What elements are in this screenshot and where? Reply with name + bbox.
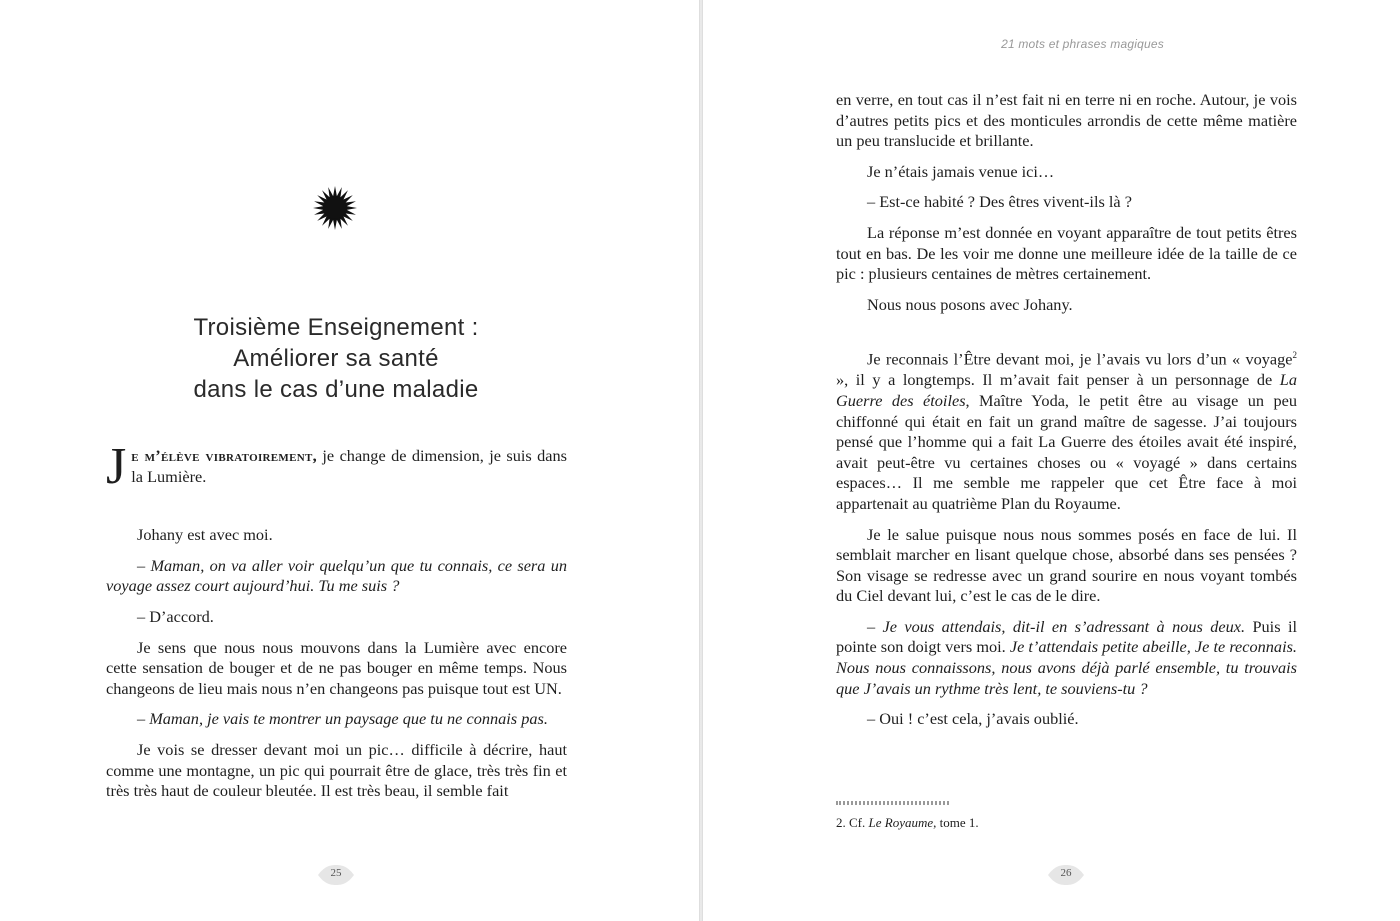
- dialogue-line: – Maman, on va aller voir quelqu’un que tu connais, ce sera un voyage assez court aujourd’hui. Tu me suis ?: [106, 555, 567, 596]
- paragraph: Nous nous posons avec Johany.: [867, 294, 1073, 314]
- dialogue-paragraph: [836, 617, 1297, 699]
- chapter-title-line-3: dans le cas d’une maladie: [193, 376, 479, 403]
- paragraph: La réponse m’est donnée en voyant apparaître de tout petits êtres tout en bas. De les voir me donne une meilleure idée de la taille de ce pic : plusieurs centaines de mètres certainement.: [836, 222, 1297, 284]
- paragraph: Je vois se dresser devant moi un pic… difficile à décrire, haut comme une montagne, un pic qui pourrait être de glace, très très fin et très très haut de couleur bleutée. Il est très beau, il semble fait: [106, 739, 567, 801]
- paragraph: [836, 345, 1297, 514]
- chapter-title: [105, 312, 567, 405]
- black-sun-icon: [311, 184, 359, 232]
- opening-smallcaps: e m’élève vibratoirement,: [131, 446, 317, 465]
- text-run: Puis il pointe son doigt vers moi.: [836, 616, 1297, 657]
- footnote-number: 2. Cf.: [836, 815, 869, 830]
- text-run: », il y a longtemps. Il m’avait fait penser à un personnage de: [836, 370, 1280, 390]
- chapter-title-line-1: Troisième Enseignement :: [193, 314, 479, 341]
- dialogue-line: – Est-ce habité ? Des êtres vivent-ils là ?: [867, 192, 1132, 212]
- dialogue-line: – Maman, je vais te montrer un paysage que tu ne connais pas.: [137, 709, 548, 729]
- chapter-title-line-2: Améliorer sa santé: [233, 345, 439, 372]
- text-run: Je reconnais l’Être devant moi, je l’avais vu lors d’un « voyage: [867, 349, 1293, 369]
- running-header: 21 mots et phrases magiques: [1001, 37, 1164, 51]
- footnote: [836, 815, 979, 831]
- opening-rest: je change de dimension, je suis dans la Lumière.: [131, 446, 567, 486]
- italic-speech: – Je vous attendais, dit-il en s’adressant à nous deux.: [867, 616, 1246, 636]
- paragraph: Je le salue puisque nous nous sommes posés en face de lui. Il semblait marcher en lisant quelque chose, absorbé dans ses pensées ? Son visage se redresse avec un grand sourire en nous voyant tombés du Ciel devant lui, c’est le cas de le dire.: [836, 524, 1297, 606]
- paragraph: en verre, en tout cas il n’est fait ni en terre ni en roche. Autour, je vois d’autres petits pics et des monticules arrondis de cette même matière un peu translucide et brillante.: [836, 90, 1297, 151]
- text-run: , Maître Yoda, le petit être au visage un peu chiffonné qui était en fait un grand maître de sagesse. J’ai toujours pensé que l’homme qui a fait La Guerre des étoiles avait été inspiré, avait peut-être vu certaines choses ou « voyagé » dans certains espaces… Il me semble me rappeler que cet Être face à moi appartenait au quatrième Plan du Royaume.: [836, 390, 1297, 513]
- paragraph: Je sens que nous nous mouvons dans la Lumière avec encore cette sensation de bouger et de ne pas bouger en même temps. Nous changeons de lieu mais nous n’en changeons pas puisque tout est UN.: [106, 637, 567, 698]
- page-number-right: [1046, 862, 1086, 888]
- paragraph: Johany est avec moi.: [137, 525, 273, 545]
- page-number-text: 26: [1060, 867, 1072, 879]
- drop-cap: J: [106, 438, 127, 495]
- italic-title: La Guerre des étoiles: [836, 370, 1297, 410]
- footnote-rest: , tome 1.: [933, 815, 979, 830]
- footnote-ref[interactable]: 2: [1292, 350, 1297, 361]
- footnote-separator: [836, 801, 949, 805]
- paragraph: Je n’étais jamais venue ici…: [867, 161, 1055, 181]
- left-body-text: [106, 438, 567, 812]
- page-number-left: [316, 862, 356, 888]
- italic-speech: Je t’attendais petite abeille, Je te reconnais. Nous nous connaissons, nous avons déjà parlé ensemble, tu trouvais que J’avais un rythme très lent, te souviens-tu ?: [836, 637, 1297, 698]
- dialogue-line: – D’accord.: [137, 606, 214, 626]
- right-body-text: [836, 90, 1297, 740]
- opening-paragraph: [106, 438, 567, 495]
- footnote-italic: Le Royaume: [868, 815, 934, 830]
- page-number-text: 25: [330, 867, 342, 879]
- dialogue-line: – Oui ! c’est cela, j’avais oublié.: [867, 709, 1079, 729]
